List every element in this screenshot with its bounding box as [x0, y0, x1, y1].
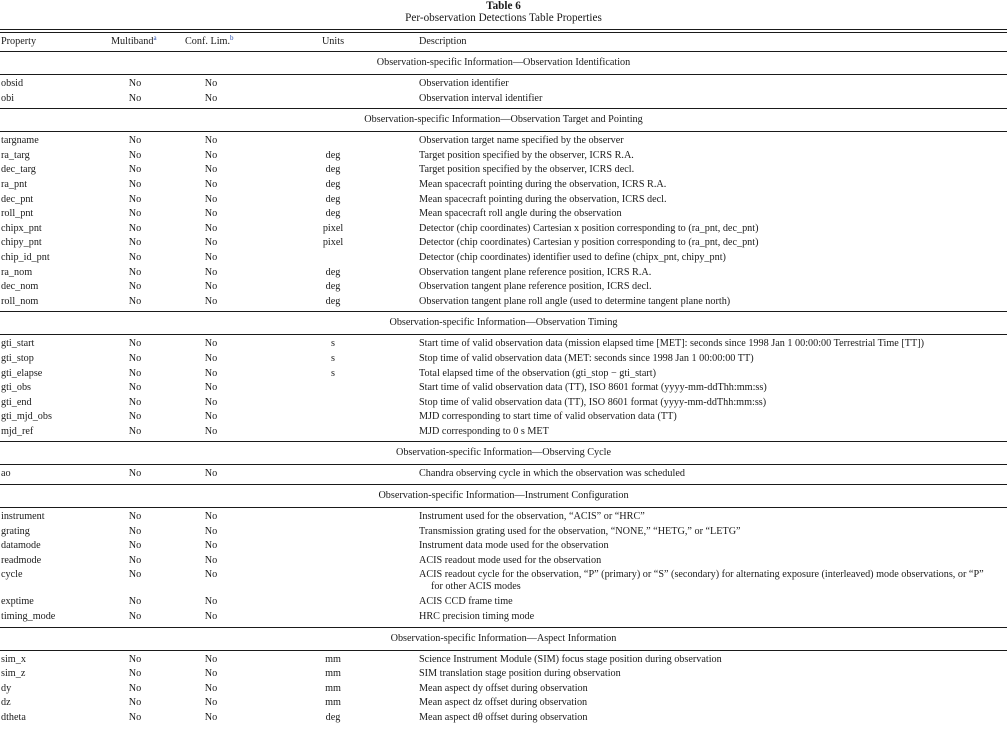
cell-units: deg — [325, 193, 341, 205]
cell-description: MJD corresponding to 0 s MET — [419, 425, 549, 437]
cell-conf-lim: No — [204, 149, 218, 161]
table-row — [0, 425, 1007, 440]
cell-multiband: No — [128, 554, 142, 566]
cell-property: instrument — [1, 511, 45, 523]
cell-multiband: No — [128, 611, 142, 623]
footnote-b: b — [230, 34, 234, 42]
cell-description: MJD corresponding to start time of valid observation data (TT) — [419, 411, 677, 423]
cell-conf-lim: No — [204, 611, 218, 623]
cell-multiband: No — [128, 352, 142, 364]
table-row — [0, 682, 1007, 697]
cell-property: chipy_pnt — [1, 237, 42, 249]
table-row — [0, 251, 1007, 266]
cell-conf-lim: No — [204, 251, 218, 263]
cell-description: Observation target name specified by the observer — [419, 135, 624, 147]
cell-property: chipx_pnt — [1, 222, 42, 234]
section-heading: Observation-specific Information—Observation Timing — [389, 317, 618, 329]
section-heading: Observation-specific Information—Observing Cycle — [395, 447, 611, 459]
cell-description: Start time of valid observation data (TT), ISO 8601 format (yyyy-mm-ddThh:mm:ss) — [419, 382, 767, 394]
cell-property: grating — [1, 525, 30, 537]
cell-conf-lim: No — [204, 266, 218, 278]
cell-description: ACIS readout mode used for the observation — [419, 554, 602, 566]
cell-multiband: No — [128, 295, 142, 307]
cell-description: Instrument data mode used for the observation — [419, 540, 609, 552]
cell-conf-lim: No — [204, 281, 218, 293]
cell-description: Observation identifier — [419, 78, 509, 89]
cell-description: Target position specified by the observer, ICRS decl. — [419, 164, 635, 176]
cell-multiband: No — [128, 697, 142, 709]
cell-units: deg — [325, 712, 341, 723]
cell-property: gti_start — [1, 338, 35, 350]
cell-description: Mean aspect dθ offset during observation — [419, 712, 588, 723]
cell-description: Chandra observing cycle in which the observation was scheduled — [419, 468, 685, 480]
cell-multiband: No — [128, 396, 142, 408]
cell-conf-lim: No — [204, 668, 218, 680]
cell-conf-lim: No — [204, 554, 218, 566]
cell-property: gti_mjd_obs — [1, 411, 52, 423]
table-row — [0, 396, 1007, 411]
cell-property: targname — [1, 135, 39, 147]
table-row — [0, 295, 1007, 310]
section-heading: Observation-specific Information—Observation Identification — [376, 57, 631, 68]
cell-description: HRC precision timing mode — [419, 611, 535, 623]
cell-conf-lim: No — [204, 222, 218, 234]
cell-description: Start time of valid observation data (mission elapsed time [MET]: seconds since 1998 Jan 1 00:00:00 Terrestrial Time [TT]) — [419, 338, 924, 350]
cell-multiband: No — [128, 281, 142, 293]
table-row — [0, 467, 1007, 482]
cell-multiband: No — [128, 668, 142, 680]
cell-conf-lim: No — [204, 178, 218, 190]
table-row — [0, 667, 1007, 682]
cell-property: gti_end — [1, 396, 32, 408]
cell-description-continuation: for other ACIS modes — [431, 581, 521, 593]
cell-units: s — [331, 338, 335, 350]
section-gap — [0, 726, 1007, 728]
table-row — [0, 595, 1007, 610]
cell-description: Mean spacecraft pointing during the observation, ICRS decl. — [419, 193, 667, 205]
cell-units: pixel — [322, 237, 344, 249]
table-row — [0, 178, 1007, 193]
cell-conf-lim: No — [204, 338, 218, 350]
cell-property: roll_nom — [1, 295, 39, 307]
cell-description: Observation interval identifier — [419, 92, 543, 104]
cell-conf-lim: No — [204, 382, 218, 394]
cell-description: ACIS CCD frame time — [419, 596, 513, 608]
table-row — [0, 236, 1007, 251]
cell-description: Mean aspect dz offset during observation — [419, 697, 588, 709]
cell-multiband: No — [128, 251, 142, 263]
cell-conf-lim: No — [204, 208, 218, 220]
table-row — [0, 352, 1007, 367]
cell-property: datamode — [1, 540, 41, 552]
table-row — [0, 568, 1007, 595]
cell-multiband: No — [128, 367, 142, 379]
cell-property: obi — [1, 92, 15, 104]
table-row — [0, 525, 1007, 540]
cell-conf-lim: No — [204, 367, 218, 379]
cell-multiband: No — [128, 653, 142, 665]
cell-conf-lim: No — [204, 396, 218, 408]
cell-description: SIM translation stage position during observation — [419, 668, 621, 680]
table-row — [0, 711, 1007, 726]
cell-description: Observation tangent plane roll angle (used to determine tangent plane north) — [419, 295, 731, 307]
cell-property: dz — [1, 697, 11, 709]
header-multiband — [111, 33, 157, 51]
cell-description: Detector (chip coordinates) Cartesian x position corresponding to (ra_pnt, dec_pnt) — [419, 222, 759, 234]
cell-property: readmode — [1, 554, 42, 566]
section-heading: Observation-specific Information—Aspect Information — [390, 632, 617, 644]
cell-units: deg — [325, 281, 341, 293]
table-row — [0, 554, 1007, 569]
header-units: Units — [321, 36, 345, 47]
cell-property: dtheta — [1, 712, 26, 723]
cell-conf-lim: No — [204, 193, 218, 205]
cell-conf-lim: No — [204, 411, 218, 423]
table-row — [0, 149, 1007, 164]
cell-property: ra_nom — [1, 266, 33, 278]
cell-units: pixel — [322, 222, 344, 234]
table-row — [0, 193, 1007, 208]
table-row — [0, 510, 1007, 525]
cell-multiband: No — [128, 135, 142, 147]
cell-multiband: No — [128, 525, 142, 537]
cell-description: Target position specified by the observer, ICRS R.A. — [419, 149, 634, 161]
cell-conf-lim: No — [204, 525, 218, 537]
cell-property: dec_pnt — [1, 193, 34, 205]
cell-conf-lim: No — [204, 596, 218, 608]
cell-description: Transmission grating used for the observation, “NONE,” “HETG,” or “LETG” — [419, 525, 741, 537]
section-heading: Observation-specific Information—Instrument Configuration — [378, 490, 629, 502]
cell-description: Observation tangent plane reference position, ICRS R.A. — [419, 266, 652, 278]
cell-multiband: No — [128, 266, 142, 278]
section-heading: Observation-specific Information—Observation Target and Pointing — [364, 114, 643, 126]
header-row — [0, 33, 1007, 51]
cell-conf-lim: No — [204, 569, 218, 581]
cell-conf-lim: No — [204, 164, 218, 176]
cell-conf-lim: No — [204, 712, 218, 723]
cell-description: Detector (chip coordinates) Cartesian y position corresponding to (ra_pnt, dec_pnt) — [419, 237, 759, 249]
table-row — [0, 653, 1007, 668]
cell-multiband: No — [128, 425, 142, 437]
cell-description: Stop time of valid observation data (TT), ISO 8601 format (yyyy-mm-ddThh:mm:ss) — [419, 396, 767, 408]
cell-units: mm — [325, 682, 341, 694]
table-body — [0, 52, 1007, 728]
cell-description — [419, 568, 1007, 593]
cell-conf-lim: No — [204, 540, 218, 552]
table-row — [0, 337, 1007, 352]
cell-multiband: No — [128, 208, 142, 220]
cell-description: Total elapsed time of the observation (gti_stop − gti_start) — [419, 367, 657, 379]
cell-multiband: No — [128, 540, 142, 552]
cell-units: deg — [325, 208, 341, 220]
cell-property: sim_x — [1, 653, 26, 665]
cell-description: Detector (chip coordinates) identifier used to define (chipx_pnt, chipy_pnt) — [419, 251, 726, 263]
table-row — [0, 77, 1007, 92]
cell-property: gti_obs — [1, 382, 32, 394]
header-conf-label: Conf. Lim. — [185, 36, 230, 47]
table-row — [0, 222, 1007, 237]
cell-multiband: No — [128, 468, 142, 480]
header-multiband-label: Multiband — [111, 36, 154, 47]
cell-units: mm — [325, 653, 341, 665]
cell-property: sim_z — [1, 668, 26, 680]
cell-conf-lim: No — [204, 352, 218, 364]
table-row — [0, 92, 1007, 107]
cell-conf-lim: No — [204, 425, 218, 437]
cell-property: gti_elapse — [1, 367, 43, 379]
cell-conf-lim: No — [204, 697, 218, 709]
cell-conf-lim: No — [204, 295, 218, 307]
cell-conf-lim: No — [204, 78, 218, 89]
cell-property: ao — [1, 468, 11, 480]
cell-description: Mean spacecraft pointing during the observation, ICRS R.A. — [419, 178, 667, 190]
cell-conf-lim: No — [204, 468, 218, 480]
cell-conf-lim: No — [204, 237, 218, 249]
cell-description: Mean spacecraft roll angle during the observation — [419, 208, 622, 220]
cell-property: exptime — [1, 596, 34, 608]
cell-property: roll_pnt — [1, 208, 34, 220]
cell-multiband: No — [128, 92, 142, 104]
table-row — [0, 134, 1007, 149]
cell-property: dec_nom — [1, 281, 39, 293]
cell-units: deg — [325, 178, 341, 190]
cell-property: ra_pnt — [1, 178, 28, 190]
cell-multiband: No — [128, 222, 142, 234]
table-row — [0, 280, 1007, 295]
cell-multiband: No — [128, 178, 142, 190]
cell-multiband: No — [128, 411, 142, 423]
cell-units: deg — [325, 266, 341, 278]
cell-description: Science Instrument Module (SIM) focus stage position during observation — [419, 653, 722, 665]
cell-description: Mean aspect dy offset during observation — [419, 682, 588, 694]
cell-units: deg — [325, 295, 341, 307]
cell-property: gti_stop — [1, 352, 34, 364]
cell-description: Instrument used for the observation, “ACIS” or “HRC” — [419, 511, 645, 523]
table-row — [0, 539, 1007, 554]
cell-property: dy — [1, 682, 12, 694]
cell-multiband: No — [128, 164, 142, 176]
table-row — [0, 381, 1007, 396]
cell-property: obsid — [1, 78, 24, 89]
cell-multiband: No — [128, 149, 142, 161]
cell-conf-lim: No — [204, 92, 218, 104]
header-property: Property — [1, 36, 37, 47]
cell-property: mjd_ref — [1, 425, 34, 437]
cell-conf-lim: No — [204, 511, 218, 523]
cell-units: s — [331, 367, 335, 379]
cell-units: deg — [325, 164, 341, 176]
cell-property: timing_mode — [1, 611, 56, 623]
cell-conf-lim: No — [204, 653, 218, 665]
cell-multiband: No — [128, 237, 142, 249]
cell-units: s — [331, 352, 335, 364]
cell-multiband: No — [128, 682, 142, 694]
top-rule — [0, 29, 1007, 30]
cell-multiband: No — [128, 569, 142, 581]
table-row — [0, 207, 1007, 222]
footnote-a: a — [153, 34, 157, 42]
cell-property: cycle — [1, 569, 23, 581]
cell-conf-lim: No — [204, 682, 218, 694]
cell-multiband: No — [128, 382, 142, 394]
cell-property: dec_targ — [1, 164, 36, 176]
table-row — [0, 696, 1007, 711]
cell-units: mm — [325, 668, 341, 680]
header-conf-lim — [185, 33, 234, 51]
cell-description-line: ACIS readout cycle for the observation, “P” (primary) or “S” (secondary) for alternating exposure (interleaved) mode observations, or “P” — [419, 569, 984, 581]
cell-units: mm — [325, 697, 341, 709]
cell-description: Observation tangent plane reference position, ICRS decl. — [419, 281, 652, 293]
cell-multiband: No — [128, 712, 142, 723]
table-row — [0, 266, 1007, 281]
cell-property: ra_targ — [1, 149, 30, 161]
cell-multiband: No — [128, 193, 142, 205]
table-row — [0, 610, 1007, 625]
table-number: Table 6 — [486, 0, 521, 12]
table-row — [0, 367, 1007, 382]
cell-multiband: No — [128, 511, 142, 523]
header-description: Description — [419, 36, 467, 47]
cell-conf-lim: No — [204, 135, 218, 147]
cell-units: deg — [325, 149, 341, 161]
table-row — [0, 410, 1007, 425]
cell-multiband: No — [128, 338, 142, 350]
table-caption: Per-observation Detections Table Properties — [405, 12, 602, 24]
cell-multiband: No — [128, 78, 142, 89]
cell-description: Stop time of valid observation data (MET: seconds since 1998 Jan 1 00:00:00 TT) — [419, 352, 754, 364]
table-row — [0, 163, 1007, 178]
cell-property: chip_id_pnt — [1, 251, 50, 263]
cell-multiband: No — [128, 596, 142, 608]
